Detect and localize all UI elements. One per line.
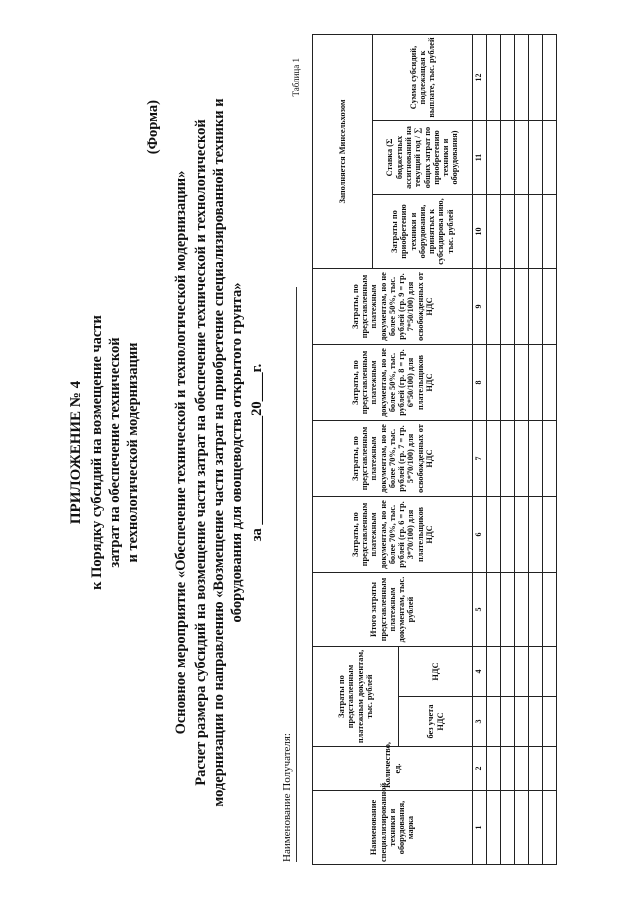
table-cell — [529, 497, 543, 573]
col-number: 12 — [473, 35, 487, 121]
col-header-costs-50-vat-exempt: Затраты, по представленным платежным документам, но не более 50%, тыс. рублей (гр. 9 = гр. 7*50/100) для освобожденных от НДС — [313, 269, 473, 345]
table-cell — [487, 791, 501, 865]
table-cell — [515, 121, 529, 195]
col-header-subsidy-amount: Сумма субсидий, подлежащая к выплате, тыс. рублей — [373, 35, 473, 121]
col-number: 1 — [473, 791, 487, 865]
table-cell — [515, 497, 529, 573]
col-header-costs-70-vat-payers: Затраты, по представленным платежным документам, но не более 70%, тыс. рублей (гр. 6 = гр. 3*70/100) для плательщиков НДС — [313, 497, 473, 573]
table-row — [487, 35, 501, 865]
appendix-subtitle-line-1: к Порядку субсидий на возмещение части — [89, 315, 105, 590]
table-cell — [487, 697, 501, 747]
subsidy-calculation-table — [312, 34, 557, 865]
table-row — [501, 35, 515, 865]
table-cell — [543, 35, 557, 121]
col-header-equipment-name: Наименование специализированной техники и оборудования, марка — [313, 791, 473, 865]
table-cell — [501, 269, 515, 345]
table-cell — [543, 697, 557, 747]
calculation-heading-line-2: модернизации по направлению «Возмещение части затрат на приобретение специализированной техники и — [211, 98, 227, 807]
table-cell — [515, 421, 529, 497]
table-row — [529, 35, 543, 865]
table-cell — [501, 747, 515, 791]
table-label: Таблица 1 — [291, 58, 301, 97]
form-label: (Форма) — [145, 100, 161, 155]
appendix-title: ПРИЛОЖЕНИЕ № 4 — [68, 380, 84, 525]
table-cell — [515, 697, 529, 747]
col-header-vat: НДС — [399, 647, 473, 697]
recipient-label: Наименование Получателя: — [281, 733, 293, 862]
table-cell — [515, 747, 529, 791]
table-cell — [543, 573, 557, 647]
table-row — [543, 35, 557, 865]
col-number: 10 — [473, 195, 487, 269]
table-cell — [515, 269, 529, 345]
col-number: 5 — [473, 573, 487, 647]
appendix-subtitle-line-3: и технологической модернизации — [125, 342, 141, 563]
table-cell — [515, 647, 529, 697]
col-header-ministry-group: Заполняется Минсельхозом — [313, 35, 373, 269]
table-cell — [501, 573, 515, 647]
table-cell — [529, 647, 543, 697]
table-cell — [515, 573, 529, 647]
table-cell — [543, 747, 557, 791]
table-cell — [515, 195, 529, 269]
col-number: 2 — [473, 747, 487, 791]
col-number: 6 — [473, 497, 487, 573]
table-cell — [543, 421, 557, 497]
table-cell — [529, 747, 543, 791]
col-header-rate: Ставка (Σ бюджетных ассигнований на текущий год / ∑ общих затрат по приобретению техники и оборудования) — [373, 121, 473, 195]
table-cell — [515, 35, 529, 121]
table-cell — [501, 421, 515, 497]
col-header-quantity: Количество, ед. — [313, 747, 473, 791]
table-cell — [501, 647, 515, 697]
col-number: 7 — [473, 421, 487, 497]
col-header-total-costs: Итого затраты представленным платежным документам, тыс. рублей — [313, 573, 473, 647]
table-cell — [529, 791, 543, 865]
table-cell — [543, 791, 557, 865]
col-number: 9 — [473, 269, 487, 345]
table-cell — [529, 121, 543, 195]
period-line: за _______________20____г. — [249, 363, 265, 542]
table-cell — [543, 195, 557, 269]
table-cell — [487, 497, 501, 573]
table-cell — [529, 35, 543, 121]
col-header-costs-group: Затраты по представленным платежным документам, тыс. рублей — [313, 647, 399, 747]
table-cell — [501, 195, 515, 269]
table-cell — [543, 345, 557, 421]
col-number: 8 — [473, 345, 487, 421]
appendix-subtitle-line-2: затрат на обеспечение технической — [107, 337, 123, 568]
col-number: 4 — [473, 647, 487, 697]
table-cell — [529, 421, 543, 497]
table-cell — [501, 497, 515, 573]
table-cell — [487, 35, 501, 121]
table-cell — [501, 791, 515, 865]
table-cell — [487, 421, 501, 497]
table-cell — [515, 345, 529, 421]
table-cell — [543, 121, 557, 195]
table-cell — [515, 791, 529, 865]
table-cell — [529, 195, 543, 269]
table-cell — [487, 747, 501, 791]
table-cell — [487, 195, 501, 269]
table-cell — [529, 269, 543, 345]
table-cell — [487, 647, 501, 697]
col-number: 3 — [473, 697, 487, 747]
main-event-heading: Основное мероприятие «Обеспечение технической и технологической модернизации» — [173, 170, 189, 735]
col-header-without-vat: без учета НДС — [399, 697, 473, 747]
table-cell — [501, 697, 515, 747]
table-cell — [501, 121, 515, 195]
table-cell — [529, 345, 543, 421]
table-cell — [529, 573, 543, 647]
table-cell — [487, 269, 501, 345]
table-cell — [487, 573, 501, 647]
col-header-accepted-costs: Затраты по приобретению техники и оборудовании, принятых к субсидирова нию, тыс. рублей — [373, 195, 473, 269]
col-header-costs-70-vat-exempt: Затраты, по представленным платежным документам, но не более 70%, тыс. рублей (гр. 7 = гр. 5*70/100) для освобожденных от НДС — [313, 421, 473, 497]
recipient-underline — [296, 287, 297, 862]
table-cell — [543, 269, 557, 345]
table-cell — [543, 497, 557, 573]
table-row — [515, 35, 529, 865]
table-cell — [501, 345, 515, 421]
table-cell — [487, 345, 501, 421]
col-number: 11 — [473, 121, 487, 195]
table-cell — [501, 35, 515, 121]
calculation-heading-line-3: оборудования для овощеводства открытого грунта» — [229, 282, 245, 623]
calculation-heading-line-1: Расчет размера субсидий на возмещение части затрат на обеспечение технической и технологической — [193, 119, 209, 786]
table-cell — [529, 697, 543, 747]
table-cell — [543, 647, 557, 697]
table-cell — [487, 121, 501, 195]
col-header-costs-50-vat-payers: Затраты, по представленным платежным документам, но не более 50%, тыс. рублей (гр. 8 = гр. 6*50/100) для плательщиков НДС — [313, 345, 473, 421]
